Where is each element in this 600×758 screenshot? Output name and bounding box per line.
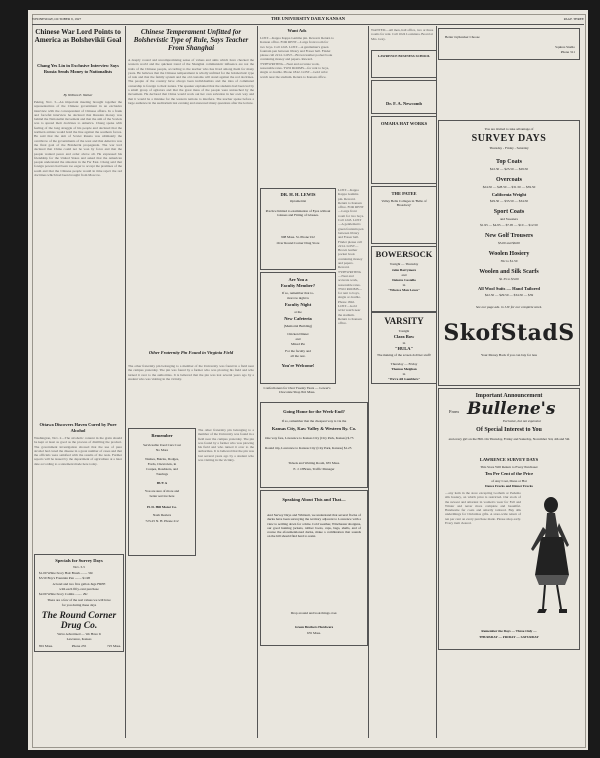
skof-item-7-name: Woolen Hosiery	[488, 251, 530, 257]
drug-ad-line-7: for you during these days	[61, 603, 97, 607]
bowersock-line-6: "When a Man Loves"	[388, 288, 420, 292]
skof-item-2-prices: $24.50 — $28.50 — $31.50 — $39.50	[482, 185, 536, 189]
col2-fraternity-body: The other fraternity pin belonging to a member of the University was found in a field near the campus yesterday. The pin was found by a farmer who was plowing his field and who turned it over to the authorities. It is believed that the pin was lost several years ago by a student who was visiting in the vicinity.	[128, 364, 254, 381]
newcomb-name: Dr. F. A. Newcomb	[386, 101, 422, 106]
cafe-ad-line-8: (Memorial Building)	[283, 324, 313, 328]
ad-dr-lewis	[260, 188, 336, 270]
gowers-ad-text: Confectioners for Over Twenty Years — Gower's Chocolate Shop 841 Mass.	[263, 386, 331, 395]
bowersock-line-2: John Barrymore	[391, 268, 417, 272]
cafe-ad-line-7: New Cafeteria	[284, 316, 312, 321]
varsity-line-7: Thomas Meighan	[391, 367, 417, 371]
skof-item-9-name: All Wool Suits — Hand Tailored	[478, 286, 540, 291]
skof-note: See our page ads. in J-W for our complete stock.	[475, 305, 542, 309]
motor-ad-line-5: Coupes, Roadsters, and	[146, 467, 178, 471]
rail-ad-line-4: One way fare, Lawrence to Kansas City (City Park, Kansas) $.73	[265, 436, 354, 440]
skof-item-4-name: Sport Coats	[493, 209, 525, 215]
skof-invite: You are invited to take advantage of	[484, 127, 534, 131]
drug-ad-line-5: $2.00 White Ivory Combs ........ 29c	[39, 592, 88, 596]
rail-ad-line-2: If so, remember that the cheapest way is via the	[281, 419, 347, 423]
bowersock-title: BOWERSOCK	[375, 249, 433, 259]
varsity-line-6: Thursday — Friday	[390, 362, 418, 366]
ad-round-corner-drug	[34, 554, 124, 652]
motor-ad-line-10: H. D. Hill Motor Co.	[147, 505, 177, 509]
drug-ad-line-6: There are a few of the real values we will have	[47, 598, 111, 602]
motor-ad-line-8: You are sure of more and	[144, 489, 180, 493]
col1-subhead: Chang Yes Lin in Exclusive Interview Says Russia Sends Money to Nationalists	[37, 63, 119, 74]
rail-ad-line-6: Tickets and Waiting Room, 635 Mass.	[288, 461, 340, 465]
skof-survey-days: Thursday - Friday - Saturday	[489, 146, 529, 150]
ad-interurban-railway	[260, 402, 368, 488]
ad-patee-theatre	[371, 186, 437, 244]
col4-want-ad: WANTED—All men, hall office, two or three rooms for rent. Call 1024 Louisiana. Board at Mrs. Gray.	[371, 28, 434, 41]
ad-dr-newcomb	[371, 80, 437, 114]
motor-ad-line-3: Nashes, Buicks, Dodges,	[145, 457, 179, 461]
cafe-ad-line-10: and	[295, 337, 301, 341]
varsity-title: VARSITY	[384, 316, 424, 326]
ad-varsity-theatre	[371, 312, 437, 384]
ad-lawrence-business-school	[371, 50, 437, 78]
skof-item-1-prices: $22.50 — $25.50 — $29.50	[489, 167, 529, 171]
drug-ad-line-4: with each fifty-cent purchase	[59, 587, 99, 591]
bullenes-survey-days: LAWRENCE SURVEY DAYS	[479, 457, 539, 462]
drug-ad-date: Nov. 3-5	[73, 565, 85, 569]
bullenes-days: THURSDAY — FRIDAY — SATURDAY	[479, 635, 539, 639]
cafe-ad-line-9: Chicken Dinner	[287, 332, 309, 336]
motor-ad-line-7: BUY A	[156, 481, 168, 485]
col2-fraternity-headline: Other Fraternity Pin Found in Virginia Field	[148, 350, 234, 355]
lewis-ad-address: 908 Mass. St. Phone 912	[281, 235, 315, 239]
lewis-ad-body: Practice limited to examination of Eyes without Glasses and Fitting of Glasses.	[265, 209, 331, 218]
drug-ad-line-1: $1.00 White Ivory Hair Brush ........ 59c	[39, 571, 94, 575]
hardware-ad-title: Speaking About This and That—	[282, 497, 346, 502]
cafe-ad-line-5: Faculty Night	[284, 302, 312, 307]
flapper-woman-illustration	[523, 493, 577, 617]
cafe-ad-line-4: morrow night is	[287, 296, 309, 300]
bullenes-ten-percent: Ten Per Cent of the Price	[484, 471, 534, 476]
col1-headline: Chinese War Lord Points to America as Bolshevikii Goal	[34, 28, 122, 44]
header-page-number: PAGE THREE	[563, 17, 584, 21]
drug-ad-title: Specials for Survey Days	[55, 558, 103, 563]
cafe-ad-line-12: For the faculty and	[285, 349, 311, 353]
motor-ad-line-6: Tourings	[155, 472, 168, 476]
bullenes-brand: Bullene's	[467, 399, 556, 419]
bullenes-from: From	[449, 409, 459, 414]
want-ads-body: LOST—Kappa Kappa Gamma pin. Reward. Return to Kansan office. FOR RENT—Large front room for two boys. Call 1243. LOST—A gentleman's green fountain pen between library and Fraser hall. Finder please call 2214. LOST—Brown leather pocket book containing money and papers. Reward. TYPEWRITING—Neat and accurate work, reasonable rates. TWO ROOMS—for rent to boys, single or double. Phone 1842. LOST—Gold wrist watch near the stadium. Return to Kansan office.	[260, 36, 334, 79]
hardware-ad-body: And Survey Days and Whitsuit, we understand that several flocks of ducks have been surveying the territory adjacent to Lawrence with a view to settling down for a time. Cold weather, Winchester shotguns, our good hunting jackets, rubber boots, caps, bags, shells, and of course the aforementioned ducks, make a combination that sounds on the hill should find hard to resist.	[267, 513, 361, 539]
hardware-ad-signature: Green Brothers Hardware	[294, 625, 334, 629]
want-ads-title: Want Ads	[287, 28, 307, 33]
skof-item-8-prices: $1.35 to $3.00	[499, 277, 519, 281]
squires-name: Squires Studio	[555, 45, 575, 49]
column-rule-4	[436, 26, 437, 738]
rail-ad-line-7: E. J. O'Brien, Traffic Manager	[293, 467, 335, 471]
header-masthead: THE UNIVERSITY DAILY KANSAN	[271, 16, 345, 21]
skof-item-9-prices: $22.50 — $29.50 — $34.50 — $39	[484, 293, 534, 297]
newspaper-sheet	[28, 10, 588, 750]
cafe-ad-line-2: Faculty Member?	[280, 283, 316, 288]
col1-byline: By William E. Walker	[63, 93, 93, 97]
varsity-line-9: "We're All Gamblers"	[387, 377, 421, 381]
bowersock-line-1: Tonight — Thursday	[389, 262, 419, 266]
varsity-line-3: in	[402, 341, 406, 345]
hardware-ad-footer: Drop around and look things over.	[290, 611, 338, 615]
skof-item-1-name: Top Coats	[496, 159, 522, 165]
cafe-ad-line-11: Mixed Pie	[290, 342, 306, 346]
skof-item-7-prices: 39c to $1.50	[500, 259, 518, 263]
bowersock-line-5: in	[402, 283, 406, 287]
drug-ad-brand: The Round Corner Drug Co.	[41, 611, 117, 631]
rail-ad-line-1: Going Home for the Week-End?	[283, 409, 345, 414]
drug-ad-phone-1: 801 Mass.	[39, 644, 53, 648]
skof-item-6-name: New Golf Trousers	[485, 233, 533, 239]
omaha-title: OMAHA HAT WORKS	[380, 121, 428, 126]
cafe-ad-line-14: You're Welcome!	[281, 363, 315, 368]
motor-ad-line-12: 723-25 N. H. Phone 212	[145, 519, 179, 523]
drug-ad-line-2: $3.50 Boy's Fountain Pen ........ $1.98	[39, 576, 91, 580]
motor-ad-line-1: Serviceable Used Cars Cost	[143, 443, 181, 447]
rail-ad-line-3: Kansas City, Kaw Valley & Western Ry. Co.	[271, 426, 357, 431]
business-school-title: LAWRENCE BUSINESS SCHOOL	[377, 54, 431, 58]
ad-omaha-hat-works	[371, 116, 437, 184]
bullenes-body: —any item in the store excepting Gorham or Pedemo silk hosiery, on which price is restricted. Our stock of the newest and smartest in women's wear for Fall and Winter and never more complete and beautiful. Handsome fur coats and smartly tailored. Buy silk underthings for Christmas gifts. A store-wide return of ten per cent on every purchase made. Please shop early. Every item cleared.	[445, 491, 521, 526]
drug-ad-phone-2: Phone 235	[71, 644, 87, 648]
col2-continued-text: The other fraternity pin belonging to a member of the University was found in a field near the campus yesterday. The pin was found by a farmer who was plowing his field and who turned it over to the authorities. It is believed that the pin was lost several years ago by a student who was visiting in the vicinity.	[198, 428, 254, 463]
skof-item-5-prices: $1.95 — $4.95 — $7.95 — $10 — $12.50	[480, 223, 538, 227]
squires-phone: Phone 311	[560, 50, 575, 54]
drug-ad-line-3: A bond and two five gallon Jugs FREE	[52, 582, 106, 586]
drug-ad-brand-sub: We're Advertised — We Have It	[57, 632, 101, 636]
varsity-line-8: in	[402, 372, 406, 376]
skof-item-4-prices: and Sweaters	[500, 217, 518, 221]
bowersock-line-4: Dolores Costello	[392, 278, 416, 282]
bullenes-dance-frocks: Dance Frocks and Dinner Frocks	[485, 484, 533, 488]
skof-item-3-prices: $29.50 — $33.50 — $34.50	[489, 199, 529, 203]
varsity-line-5: The making of the screen doll her stuff!	[377, 353, 431, 357]
ad-squires-studio	[438, 28, 580, 60]
col3-news-text: LOST—Kappa Kappa Gamma pin. Reward. Return to Kansan office. FOR RENT—Large front room for two boys. Call 1243. LOST—A gentleman's green fountain pen between library and Fraser hall. Finder please call 2214. LOST—Brown leather pocket book containing money and papers. Reward. TYPEWRITING—Neat and accurate work, reasonable rates. TWO ROOMS—for rent to boys, single or double. Phone 1842. LOST—Gold wrist watch near the stadium. Return to Kansan office.	[338, 188, 364, 326]
column-rule-1	[125, 26, 126, 738]
drug-ad-phone-3: 725 Mass.	[107, 644, 121, 648]
bullenes-headline: Of Special Interest to You	[476, 427, 542, 433]
cafe-ad-line-3: If so, remember that to-	[281, 291, 315, 295]
column-rule-2	[257, 26, 258, 738]
col2-article-body: A deeply rooted and uncompromising sense of values and aims which have checked the western world and the quickest trend of the Shanghai communistic influence are not the traits of the Chinese people, according to the teacher who has lived among them for many years. He believes that the Chinese temperament is wholly unfitted for the bolshevistic type of rule and that the family system and the old customs will stand against the red doctrines. The people of the country have always been individualists and the idea of communal ownership is foreign to their nature. The speaker explained that the students had been led by a small group of agitators and that the great mass of the people were untouched by the movement. He declared that China would work out her own salvation in her own way and that it would be a mistake for the western nations to interfere. The teacher spoke before a large audience in the auditorium last evening and answered many questions after the lecture.	[128, 58, 254, 105]
cafe-ad-line-6: at the	[294, 310, 302, 314]
lewis-ad-name: DR. H. H. LEWIS	[280, 192, 316, 197]
motor-ad-line-11: Nash Dealers	[152, 513, 172, 517]
patee-subtitle: Valley Belle Colleges in 'Belle of Broadway'	[381, 199, 427, 208]
drug-ad-city: Lawrence, Kansas	[66, 637, 92, 641]
motor-ad-line-2: No More	[155, 448, 169, 452]
squires-line-1: Better Jayhawker Choose	[445, 35, 480, 39]
bullenes-footer: Remember the Days — Three Only —	[481, 629, 537, 633]
hardware-ad-address: 635 Mass.	[307, 631, 321, 635]
col1-article2-body: Washington, Nov. 2—The alcoholic content in the grain should be kept at least as good as the process of distilling the product. The government investigation showed that the use of pure alcohol had cured the disease in a great number of cases and that the officials were satisfied with the results of the tests. Further reports will be issued by the department of agriculture at a later date according to a statement made here today.	[34, 436, 122, 466]
rail-ad-line-5: Round trip, Lawrence to Kansas City (City Park, Kansas) $1.25	[265, 446, 352, 450]
ad-hill-motor-co	[128, 428, 196, 556]
column-rule-3	[368, 26, 369, 738]
ad-skofstads	[438, 120, 580, 386]
skof-brand-logo: SkofStadS	[443, 320, 575, 346]
varsity-line-2: Clara Bow	[393, 334, 415, 339]
skof-brand-sub: Your Money Back if you can buy for less	[481, 353, 537, 357]
lewis-ad-note: Over Round Corner Drug Store	[276, 241, 320, 245]
motor-ad-title: Remember	[151, 433, 173, 438]
header-date: WEDNESDAY, OCTOBER 9, 1927	[32, 17, 82, 21]
motor-ad-line-9: better service here	[149, 494, 175, 498]
cafe-ad-line-1: Are You a	[288, 277, 308, 282]
skof-survey-title: SURVEY DAYS	[471, 133, 547, 144]
patee-title: THE PATEE	[391, 191, 417, 196]
ad-bullenes	[438, 388, 580, 650]
ad-new-cafeteria	[260, 272, 336, 384]
cafe-ad-line-13: all the rest.	[290, 354, 306, 358]
bullenes-return: This Store Will Return to Every Purchaser	[480, 465, 538, 469]
bullenes-intro: and every girl on the Hill. On Thursday, Friday and Saturday, November 3rd, 4th and 5th	[448, 437, 570, 441]
col2-headline: Chinese Temperament Unfitted for Bolshevistic Type of Rule, Says Teacher From Shanghai	[133, 28, 249, 52]
skof-item-3-name: California Weight	[491, 192, 527, 197]
bullenes-announcement: Important Announcement	[475, 393, 543, 399]
bowersock-line-3: and	[401, 273, 407, 277]
bullenes-tagline: Exclusive, but not expensive	[502, 419, 542, 423]
varsity-line-4: "HULA"	[395, 346, 413, 351]
col1-article-body: Peking, Nov. 3—An important meeting brought together the representatives of the Chinese government in an exclusive interview with the correspondent of Chinese affairs. In a frank and forceful interview he declared that Russian money was behind the Nationalist movement and that the aim of the Soviets was to spread their doctrines to America. Chang spoke with feeling of the long struggle of his people and declared that the northern armies would hold the line against the southern forces. He said that the aim of Soviet Russia was ultimately the overthrow of the governments of the west and that America was the final goal of the Bolshevik propaganda. The war lord declared that China could not be won by force and that the people wanted peace and order above all. He expressed his friendship for the United States and asked that the American people understand the situation in the Far East. Chang said that foreign powers had been too eager to accept the promises of the south and that the Chinese people would in time reject the red doctrines which had been brought from Moscow.	[34, 100, 122, 178]
skof-item-2-name: Overcoats	[496, 177, 522, 183]
skof-item-8-name: Woolen and Silk Scarfs	[479, 269, 539, 275]
header-rule	[32, 24, 584, 25]
varsity-line-1: Tonight	[398, 329, 410, 333]
bullenes-of-any: of Any Coat, Dress or Hat	[491, 479, 527, 483]
motor-ad-line-4: Fords, Chevrolets, in	[147, 462, 177, 466]
ad-bowersock-theatre	[371, 246, 437, 312]
ad-green-brothers-hardware	[260, 490, 368, 646]
skof-item-6-prices: $5.00 and $6.00	[498, 241, 520, 245]
col1-article2-headline: Ottawa Discovers Haven Cured by Pure Alcohol	[39, 422, 117, 433]
lewis-ad-title: Optometrist	[289, 199, 307, 203]
